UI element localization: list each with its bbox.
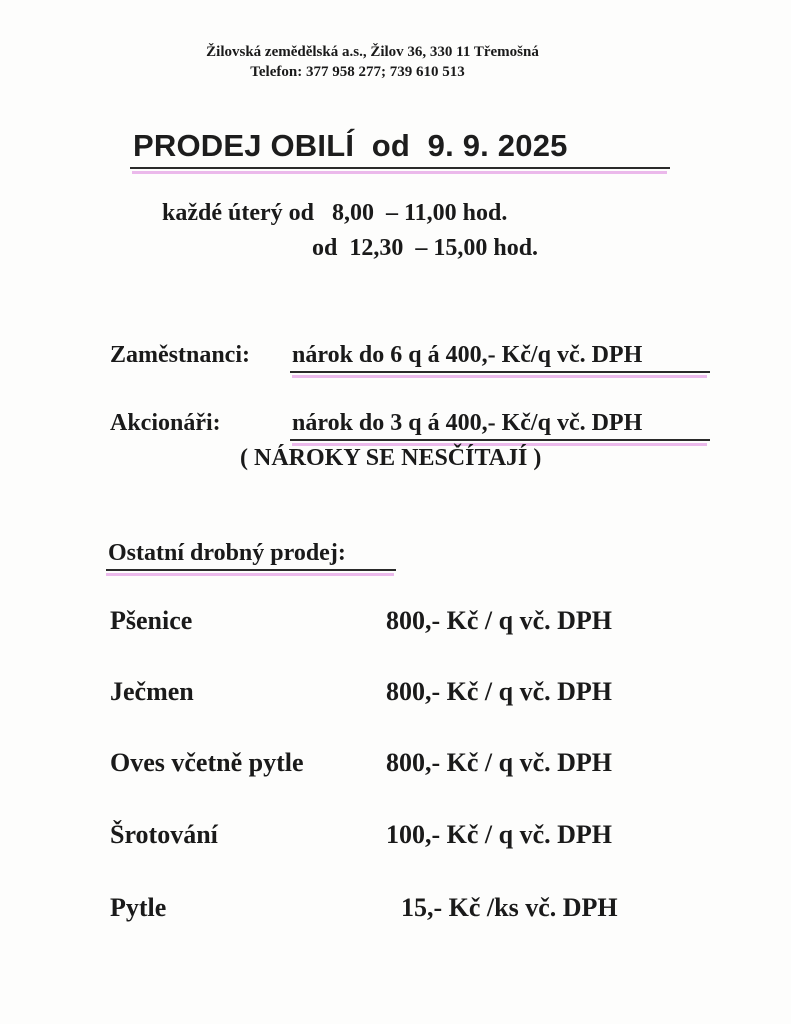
title-underline — [130, 167, 670, 169]
opening-hours-line-1: každé úterý od 8,00 – 11,00 hod. — [162, 200, 508, 226]
employees-highlight — [292, 375, 707, 378]
employees-entitlement: nárok do 6 q á 400,- Kč/q vč. DPH — [292, 342, 643, 368]
price-value-bags: 15,- Kč /ks vč. DPH — [401, 893, 618, 922]
price-item-bags: Pytle — [110, 893, 167, 922]
company-address: Žilovská zemědělská a.s., Žilov 36, 330 11 Třemošná — [206, 44, 539, 60]
shareholders-entitlement: nárok do 3 q á 400,- Kč/q vč. DPH — [292, 410, 643, 436]
opening-hours-line-2: od 12,30 – 15,00 hod. — [312, 235, 539, 261]
price-value-barley: 800,- Kč / q vč. DPH — [386, 677, 613, 706]
price-item-oats: Oves včetně pytle — [110, 748, 304, 777]
entitlements-note: ( NÁROKY SE NESČÍTAJÍ ) — [240, 445, 542, 471]
other-sales-underline — [106, 569, 396, 571]
employees-label: Zaměstnanci: — [110, 342, 250, 368]
price-item-barley: Ječmen — [110, 677, 194, 706]
shareholders-label: Akcionáři: — [110, 410, 221, 436]
other-sales-heading: Ostatní drobný prodej: — [108, 540, 346, 566]
price-item-wheat: Pšenice — [110, 606, 193, 635]
title-highlight — [132, 171, 667, 174]
price-value-wheat: 800,- Kč / q vč. DPH — [386, 606, 613, 635]
price-value-grinding: 100,- Kč / q vč. DPH — [386, 820, 613, 849]
price-value-oats: 800,- Kč / q vč. DPH — [386, 748, 613, 777]
company-phone: Telefon: 377 958 277; 739 610 513 — [250, 64, 465, 80]
employees-underline — [290, 371, 710, 373]
shareholders-underline — [290, 439, 710, 441]
other-sales-highlight — [106, 573, 394, 576]
page-title: PRODEJ OBILÍ od 9. 9. 2025 — [133, 128, 568, 163]
price-item-grinding: Šrotování — [110, 820, 218, 849]
